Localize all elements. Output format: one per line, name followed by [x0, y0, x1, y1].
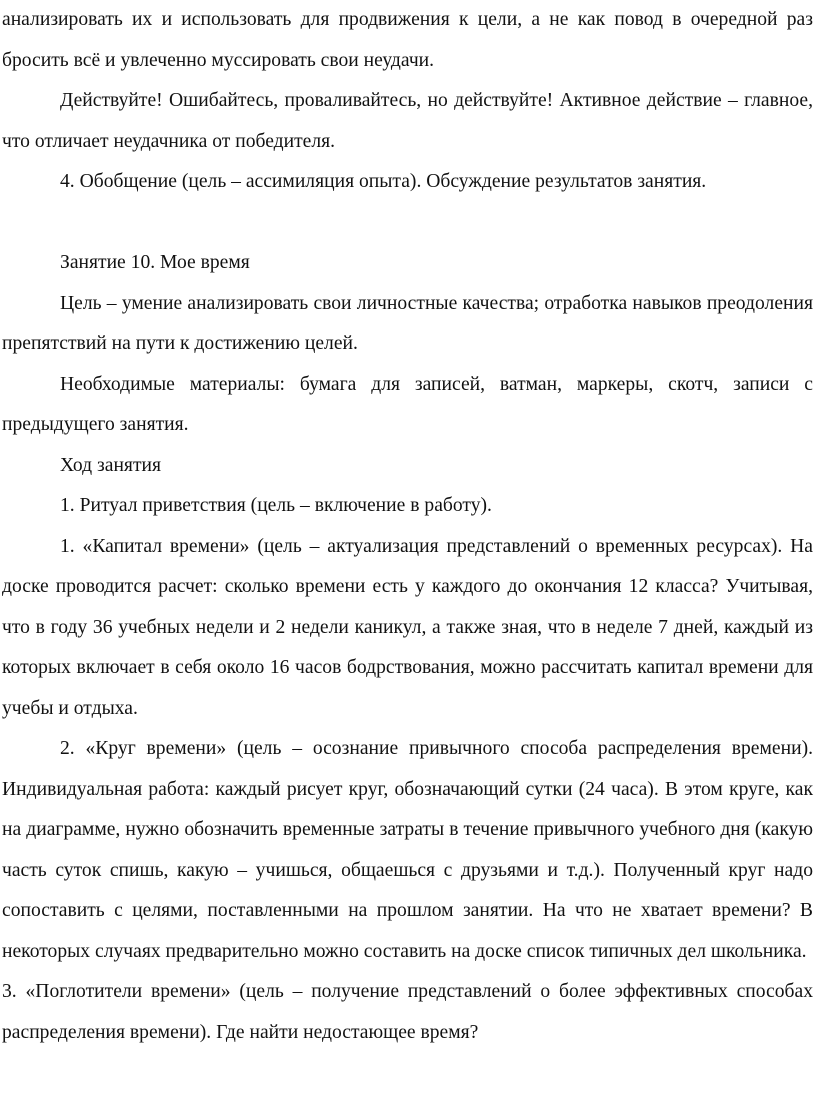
paragraph-time-capital: 1. «Капитал времени» (цель – актуализация представлений о временных ресурсах). На доске проводится расчет: сколько времени есть у каждого до окончания 12 класса? Учитывая, что в году 36 учебных недели и 2 недели каникул, а также зная, что в неделе 7 дней, каждый из которых включает в себя около 16 часов бодрствования, можно рассчитать капитал времени для учебы и отдыха. [2, 535, 813, 719]
paragraph-summary-step: 4. Обобщение (цель – ассимиляция опыта). Обсуждение результатов занятия. [60, 171, 707, 192]
lesson-heading: Занятие 10. Мое время [60, 252, 250, 273]
paragraph-goal: Цель – умение анализировать свои личностные качества; отработка навыков преодоления препятствий на пути к достижению целей. [2, 292, 813, 354]
paragraph-greeting-ritual: 1. Ритуал приветствия (цель – включение в работу). [60, 495, 492, 516]
paragraph-continuation: анализировать их и использовать для продвижения к цели, а не как повод в очередной раз бросить всё и увлеченно муссировать свои неудачи. [2, 9, 813, 71]
paragraph-materials: Необходимые материалы: бумага для записей, ватман, маркеры, скотч, записи с предыдущего занятия. [2, 373, 813, 435]
paragraph-time-circle: 2. «Круг времени» (цель – осознание привычного способа распределения времени). Индивидуальная работа: каждый рисует круг, обозначающий сутки (24 часа). В этом круге, как на диаграмме, нужно обозначить временные затраты в течение привычного учебного дня (какую часть суток спишь, какую – учишься, общаешься с друзьями и т.д.). Полученный круг надо сопоставить с целями, поставленными на прошлом занятии. На что не хватает времени? В некоторых случаях предварительно можно составить на доске список типичных дел школьника. [2, 738, 813, 962]
paragraph-gap [2, 203, 813, 244]
paragraph-act: Действуйте! Ошибайтесь, проваливайтесь, но действуйте! Активное действие – главное, что отличает неудачника от победителя. [2, 90, 813, 152]
lesson-progress-heading: Ход занятия [60, 454, 162, 476]
paragraph-time-absorbers: 3. «Поглотители времени» (цель – получение представлений о более эффективных способах распределения времени). Где найти недостающее время? [2, 981, 813, 1043]
